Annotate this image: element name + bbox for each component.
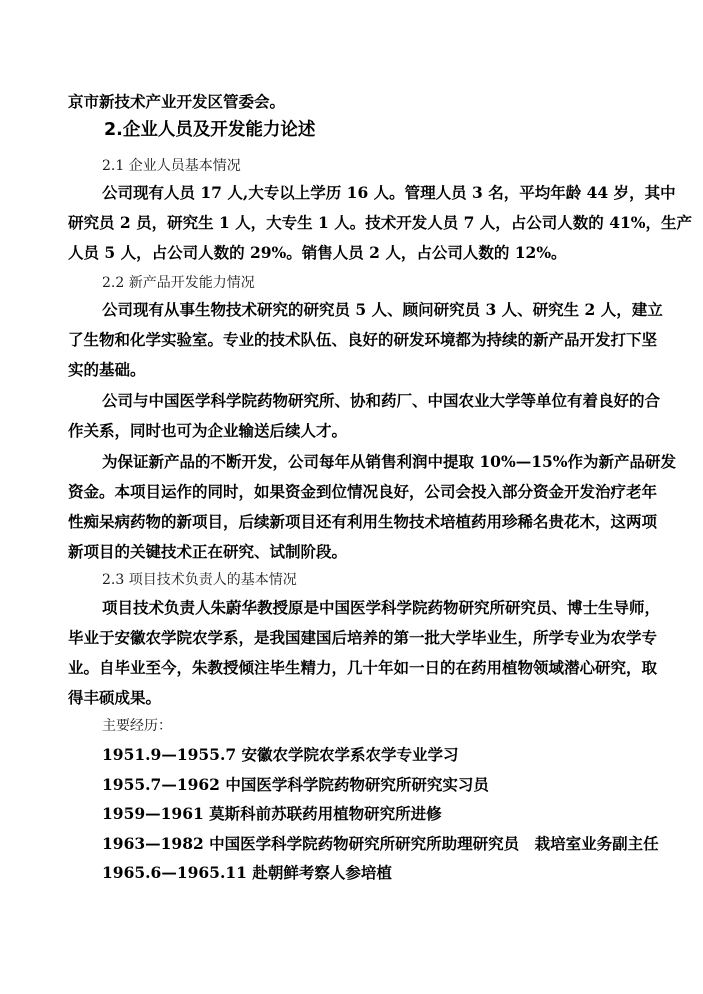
paragraph-line: 实的基础。 <box>68 360 146 379</box>
paragraph-line: 项目技术负责人朱蔚华教授原是中国医学科学院药物研究所研究员、博士生导师， <box>102 598 661 617</box>
paragraph-line: 毕业于安徽农学院农学系，是我国建国后培养的第一批大学毕业生，所学专业为农学专 <box>68 628 658 647</box>
section-title: 2.企业人员及开发能力论述 <box>104 120 316 140</box>
paragraph-line: 得丰硕成果。 <box>68 688 162 707</box>
paragraph-line: 资金。本项目运作的同时，如果资金到位情况良好，公司会投入部分资金开发治疗老年 <box>68 482 658 501</box>
paragraph-line: 公司与中国医学科学院药物研究所、协和药厂、中国农业大学等单位有着良好的合 <box>102 391 661 410</box>
experience-label: 主要经历： <box>102 718 172 734</box>
paragraph-line: 了生物和化学实验室。专业的技术队伍、良好的研发环境都为持续的新产品开发打下坚 <box>68 330 658 349</box>
experience-item: 1963—1982 中国医学科学院药物研究所研究所助理研究员 栽培室业务副主任 <box>102 834 659 853</box>
experience-item: 1959—1961 莫斯科前苏联药用植物研究所进修 <box>102 804 442 823</box>
paragraph-line: 研究员 2 员，研究生 1 人，大专生 1 人。技术开发人员 7 人，占公司人数的 41%，生产 <box>68 213 693 232</box>
subsection-title-2-2: 2.2 新产品开发能力情况 <box>102 275 255 291</box>
paragraph-line: 人员 5 人，占公司人数的 29%。销售人员 2 人，占公司人数的 12%。 <box>68 243 567 262</box>
paragraph-line: 作关系，同时也可为企业输送后续人才。 <box>68 421 348 440</box>
paragraph-line: 业。自毕业至今，朱教授倾注毕生精力，几十年如一日的在药用植物领域潜心研究，取 <box>68 658 658 677</box>
paragraph-line: 公司现有人员 17 人,大专以上学历 16 人。管理人员 3 名，平均年龄 44 岁，其中 <box>102 183 676 202</box>
paragraph-line: 为保证新产品的不断开发，公司每年从销售利润中提取 10%—15%作为新产品研发 <box>102 452 676 471</box>
experience-item: 1965.6—1965.11 赴朝鲜考察人参培植 <box>102 863 392 882</box>
paragraph-line: 新项目的关键技术正在研究、试制阶段。 <box>68 542 348 561</box>
subsection-title-2-3: 2.3 项目技术负责人的基本情况 <box>102 572 297 588</box>
paragraph-line: 公司现有从事生物技术研究的研究员 5 人、顾问研究员 3 人、研究生 2 人，建立 <box>102 300 663 319</box>
subsection-title-2-1: 2.1 企业人员基本情况 <box>102 158 241 174</box>
paragraph-line: 性痴呆病药物的新项目，后续新项目还有利用生物技术培植药用珍稀名贵花木，这两项 <box>68 512 658 531</box>
continuation-line: 京市新技术产业开发区管委会。 <box>68 92 286 111</box>
experience-item: 1951.9—1955.7 安徽农学院农学系农学专业学习 <box>102 745 459 764</box>
experience-item: 1955.7—1962 中国医学科学院药物研究所研究实习员 <box>102 775 489 794</box>
